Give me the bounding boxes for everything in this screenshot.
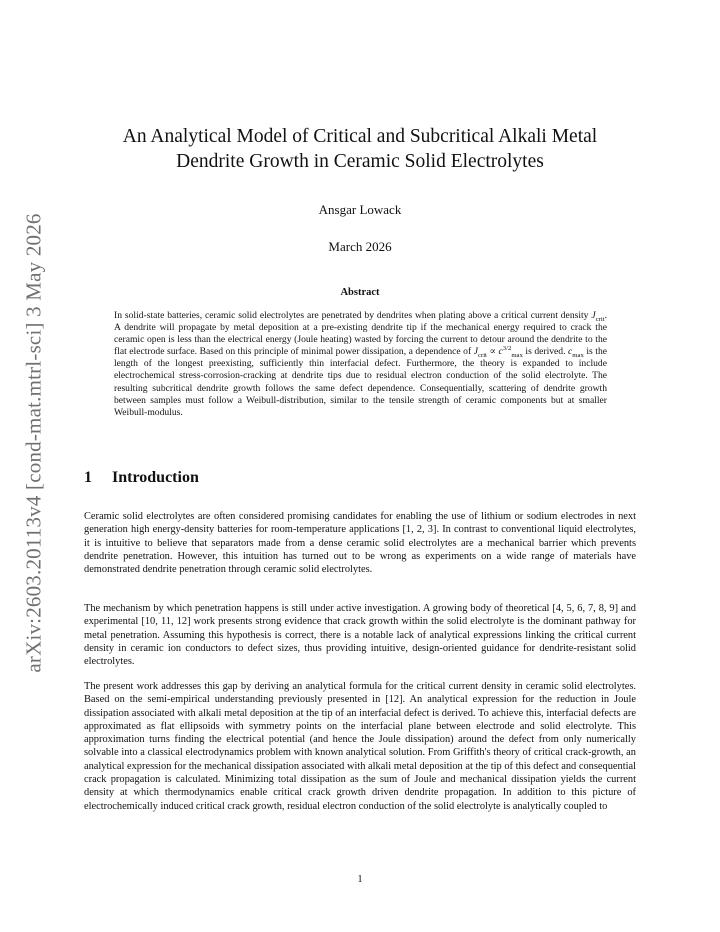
arxiv-sidebar — [8, 208, 60, 678]
abstract-text-1: In solid-state batteries, ceramic solid electrolytes are penetrated by dendrites when plating above a critical current density — [114, 310, 592, 321]
cmax-subscript: max — [511, 352, 523, 360]
section-title: Introduction — [112, 469, 199, 486]
abstract-heading: Abstract — [340, 287, 380, 298]
cmax-symbol: c — [568, 346, 573, 358]
abstract-text-4: is the length of the longest preexisting, sufficiently thin interfacial defect. Furthermore, the theory is expanded to include electrochemical stress-corrosion-cracking at dendrite tips due to residual electron conduction of the solid electrolyte. The resulting subcritical dendrite growth follows the same defect dependence. Consequentially, scattering of dendrite growth between samples must follow a Weibull-distribution, similar to the tensile strength of ceramic components but at smaller Weibull-modulus. — [114, 346, 608, 418]
intro-paragraph: Ceramic solid electrolytes are often considered promising candidates for enabling the use of lithium or sodium electrodes in next generation high energy-density batteries for room-temperature applications [1, 2, 3]. In contrast to conventional liquid electrolytes, it is intuitive to believe that separators made from a dense ceramic solid electrolytes are a mechanical barrier which prevents dendrite penetration. However, this intuition has turned out to be wrong as experiments on a wide range of materials have demonstrated dendrite penetration through ceramic solid electrolytes. — [84, 511, 636, 576]
section-heading — [84, 469, 199, 487]
intro-paragraph: The present work addresses this gap by deriving an analytical formula for the critical current density in ceramic solid electrolytes. Based on the semi-empirical understanding previously presented in [12]. An analytical expression for the reduction in Joule dissipation associated with alkali metal deposition at the tip of an interfacial defect is derived. To achieve this, interfacial defects are approximated as flat ellipsoids with symmetry points on the interfacial plane between electrode and solid electrolyte. This approximation turns finding the electrical potential (and hence the Joule dissipation) around the defect from only numerically solvable into a classical electrodynamics problem with known analytical solution. From Griffith's theory of critical crack-growth, an analytical expression for the mechanical dissipation associated with alkali metal deposition at the tip of this defect and consequential crack propagation is calculated. Minimizing total dissipation as the sum of Joule and mechanical dissipation yields the current density at which thermodynamics enable critical crack growth driven dendrite propagation. In addition to this picture of electrochemically induced critical crack growth, residual electron conduction of the solid electrolyte is analytically coupled to — [84, 681, 636, 812]
publication-date: March 2026 — [328, 239, 392, 254]
paper-title: An Analytical Model of Critical and Subcritical Alkali Metal Dendrite Growth in Ceramic Solid Electrolytes — [122, 126, 598, 172]
cmax-exponent: 3/2 — [502, 345, 512, 353]
abstract-text-3: is derived. — [522, 346, 569, 358]
arxiv-identifier: arXiv:2603.20113v4 [cond-mat.mtrl-sci] 3 May 2026 — [21, 213, 46, 673]
cmax-subscript: max — [572, 352, 584, 360]
jcrit-symbol: J — [473, 346, 478, 358]
jcrit-symbol: J — [591, 310, 596, 321]
jcrit-subscript: crit — [477, 352, 487, 360]
abstract-body — [114, 310, 607, 419]
abstract-text-2: . A dendrite will propagate by metal deposition at a pre-existing dendrite tip if the mechanical energy required to crack the ceramic open is less than the electrical energy (Joule heating) wasted by forcing the current to detour around the dendrite to the flat electrode surface. Based on this principle of minimal power dissipation, a dependence of — [114, 310, 607, 358]
section-number: 1 — [84, 469, 92, 486]
intro-paragraph: The mechanism by which penetration happens is still under active investigation. A growing body of theoretical [4, 5, 6, 7, 8, 9] and experimental [10, 11, 12] work presents strong evidence that crack growth within the solid electrolyte is the dominant pathway for metal penetration. Assuming this hypothesis is correct, there is a notable lack of analytical expressions linking the critical current density in ceramic ion conductors to defect sizes, thus providing intuitive, design-oriented guidance for dendrite-resistant solid electrolytes. — [84, 603, 636, 668]
author-name: Ansgar Lowack — [318, 202, 402, 217]
cmax-symbol: c — [498, 346, 503, 358]
jcrit-subscript: crit — [595, 315, 605, 323]
page-number: 1 — [357, 874, 363, 885]
proportional-symbol: ∝ — [486, 346, 499, 358]
